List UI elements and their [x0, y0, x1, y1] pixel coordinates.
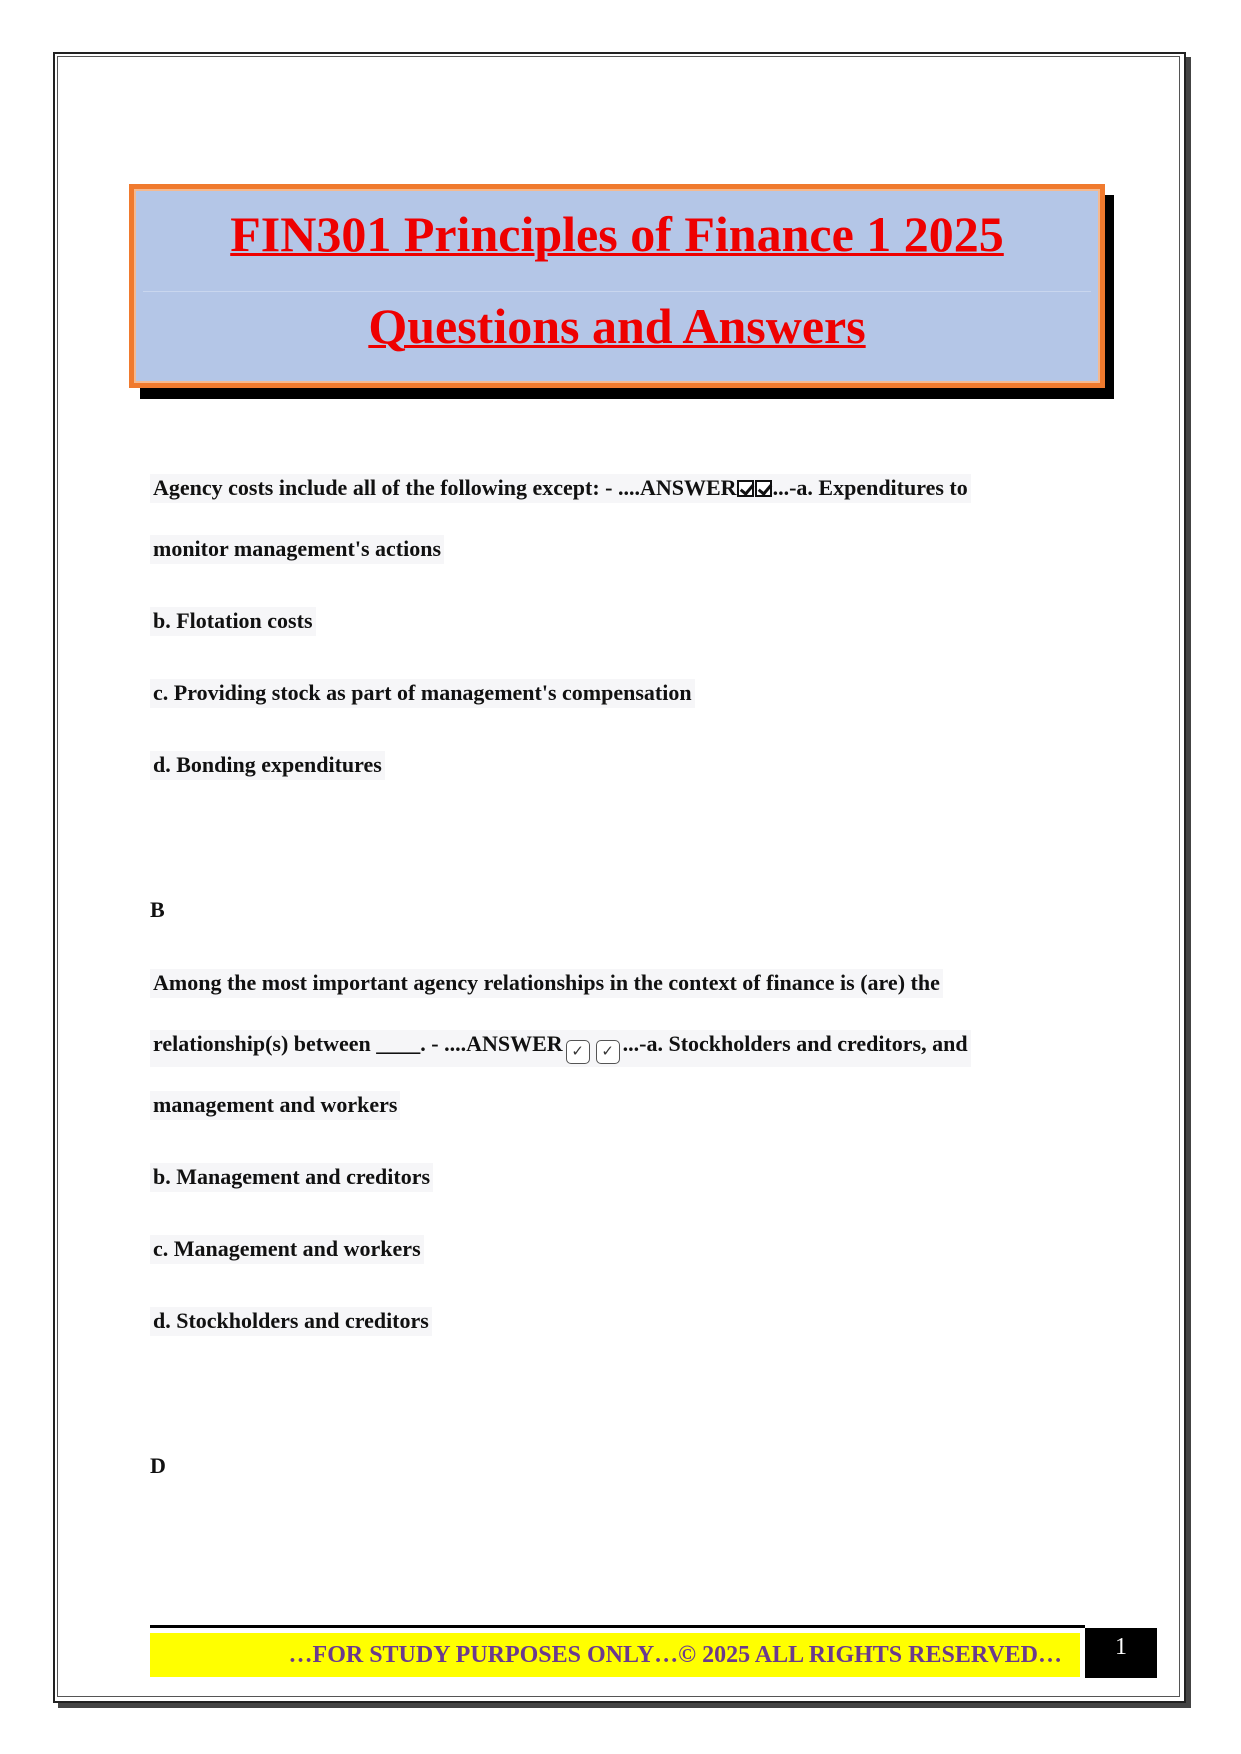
question-1-option-c: c. Providing stock as part of management's compensation — [150, 679, 695, 708]
question-1-answer: B — [150, 897, 165, 922]
checkbox-checked-icon — [737, 480, 754, 497]
question-2-line-1: Among the most important agency relationships in the context of finance is (are) the — [150, 969, 943, 998]
title-box — [129, 184, 1105, 388]
question-2-option-c: c. Management and workers — [150, 1235, 424, 1264]
page-number: 1 — [1085, 1628, 1157, 1678]
question-2-option-b: b. Management and creditors — [150, 1163, 433, 1192]
checkbox-checked-icon — [755, 480, 772, 497]
title-box-inner — [134, 189, 1100, 383]
question-2-line-2 — [150, 1030, 971, 1067]
question-1-option-a: ...-a. Expenditures to — [772, 475, 968, 500]
question-1-line-2: monitor management's actions — [150, 535, 444, 564]
title-divider — [143, 291, 1091, 292]
question-2-text: relationship(s) between ____. - ....ANSWER — [153, 1031, 563, 1056]
check-mark-icon: ✓ — [566, 1040, 590, 1064]
document-title-line-1: FIN301 Principles of Finance 1 2025 — [230, 206, 1004, 262]
question-1-line-1 — [150, 474, 971, 503]
question-2-answer: D — [150, 1453, 166, 1478]
footer-rule — [150, 1625, 1085, 1628]
check-mark-icon: ✓ — [596, 1040, 620, 1064]
document-title-line-2: Questions and Answers — [368, 298, 866, 354]
question-1-option-d: d. Bonding expenditures — [150, 751, 385, 780]
question-2-option-a: ...-a. Stockholders and creditors, and — [622, 1031, 968, 1056]
question-2-option-d: d. Stockholders and creditors — [150, 1307, 432, 1336]
question-2-line-3: management and workers — [150, 1091, 400, 1120]
question-1-option-b: b. Flotation costs — [150, 607, 316, 636]
question-1-text: Agency costs include all of the following except: - ....ANSWER — [153, 475, 737, 500]
footer-notice: …FOR STUDY PURPOSES ONLY…© 2025 ALL RIGHTS RESERVED… — [150, 1633, 1080, 1677]
